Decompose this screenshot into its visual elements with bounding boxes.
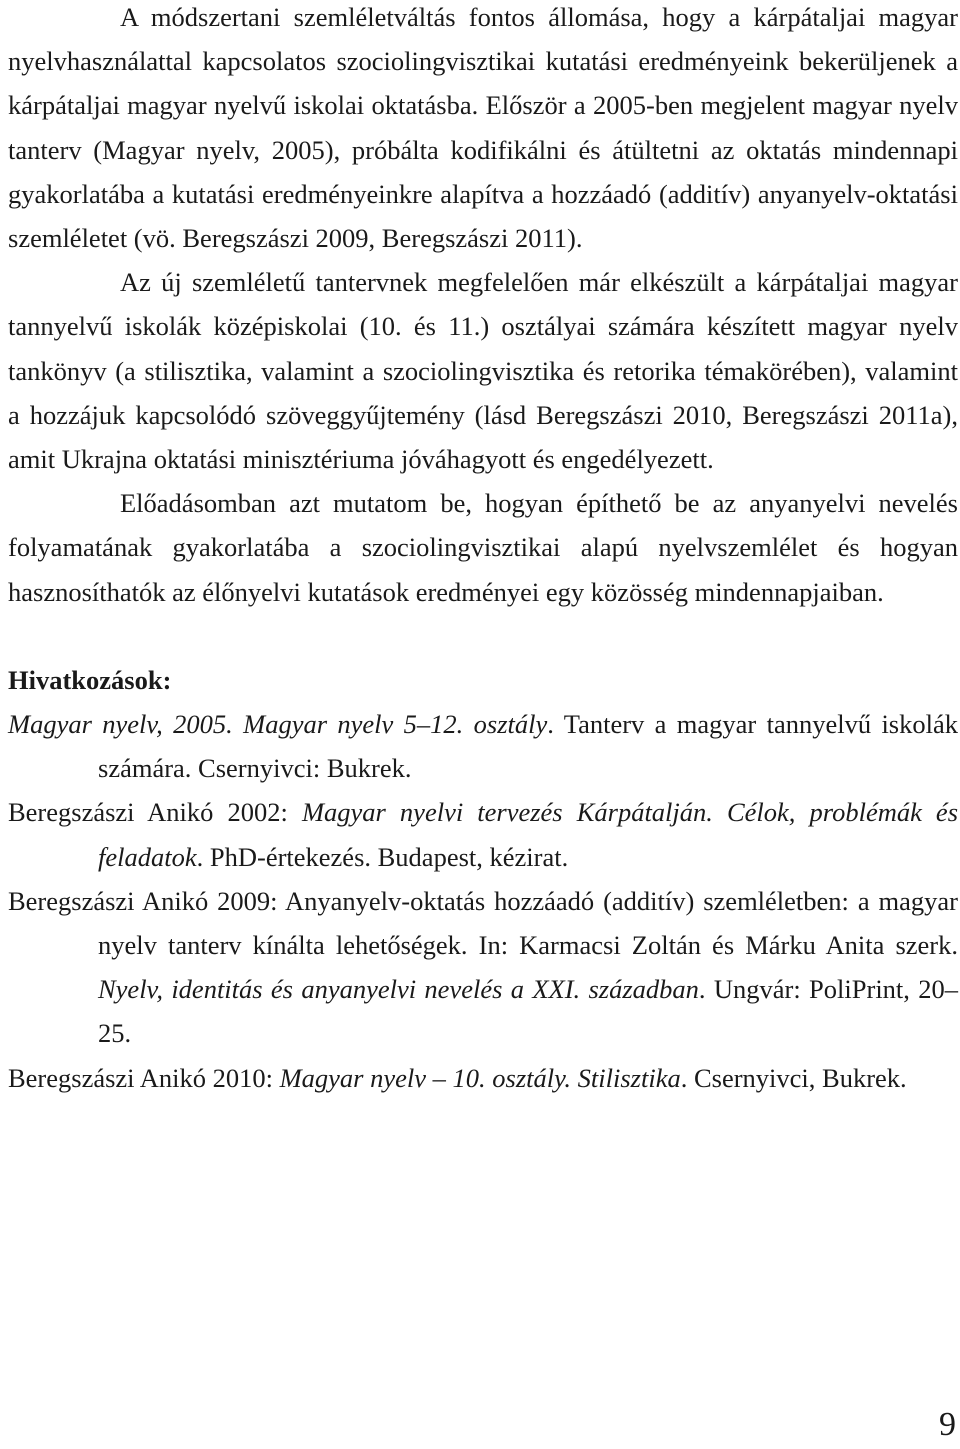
- reference-text: . PhD-értekezés. Budapest, kézirat.: [196, 841, 569, 872]
- reference-author: Beregszászi Anikó 2009: Anyanyelv-oktatás hozzáadó (additív) szemléletben: a magyar nyelv tanterv kínálta lehetőségek. In: Karmacsi Zoltán és Márku Anita szerk.: [8, 885, 958, 961]
- reference-item-2: [8, 790, 958, 878]
- page-number: 9: [939, 1406, 956, 1443]
- reference-item-1: [8, 702, 958, 790]
- references-heading: Hivatkozások:: [8, 664, 172, 695]
- reference-item-3: [8, 879, 958, 1056]
- reference-title: Magyar nyelvi tervezés Kárpátalján. Célok, problémák és feladatok: [98, 797, 959, 872]
- reference-text: . Tanterv a magyar tannyelvű iskolák számára. Csernyivci: Bukrek.: [98, 709, 958, 784]
- reference-text: . Csernyivci, Bukrek.: [680, 1062, 907, 1093]
- reference-title: Nyelv, identitás és anyanyelvi nevelés a XXI. században: [98, 974, 699, 1005]
- page-body: [8, 0, 958, 1100]
- reference-title: Magyar nyelv, 2005. Magyar nyelv 5–12. osztály: [8, 709, 548, 740]
- reference-text: . Ungvár: PoliPrint, 20–25.: [98, 974, 959, 1049]
- paragraph-1: A módszertani szemléletváltás fontos állomása, hogy a kárpátaljai magyar nyelvhasználattal kapcsolatos szociolingvisztikai kutatási eredményeink bekerüljenek a kárpátaljai magyar nyelvű iskolai oktatásba. Először a 2005-ben megjelent magyar nyelv tanterv (Magyar nyelv, 2005), próbálta kodifikálni és átültetni az oktatás mindennapi gyakorlatába a kutatási eredményeinkre alapítva a hozzáadó (additív) anyanyelv-oktatási szemléletet (vö. Beregszászi 2009, Beregszászi 2011).: [8, 2, 958, 254]
- reference-title: Magyar nyelv – 10. osztály. Stilisztika: [279, 1062, 681, 1093]
- reference-item-4: [8, 1056, 958, 1100]
- paragraph-3: Előadásomban azt mutatom be, hogyan építhető be az anyanyelvi nevelés folyamatának gyakorlatába a szociolingvisztikai alapú nyelvszemlélet és hogyan hasznosíthatók az élőnyelvi kutatások eredményei egy közösség mindennapjaiban.: [8, 488, 958, 607]
- reference-author: Beregszászi Anikó 2002:: [8, 797, 302, 828]
- paragraph-2: Az új szemléletű tantervnek megfelelően már elkészült a kárpátaljai magyar tannyelvű iskolák középiskolai (10. és 11.) osztályai számára készített magyar nyelv tankönyv (a stilisztika, valamint a szociolingvisztika és retorika témakörében), valamint a hozzájuk kapcsolódó szöveggyűjtemény (lásd Beregszászi 2010, Beregszászi 2011a), amit Ukrajna oktatási minisztériuma jóváhagyott és engedélyezett.: [8, 267, 958, 475]
- reference-author: Beregszászi Anikó 2010:: [8, 1062, 280, 1093]
